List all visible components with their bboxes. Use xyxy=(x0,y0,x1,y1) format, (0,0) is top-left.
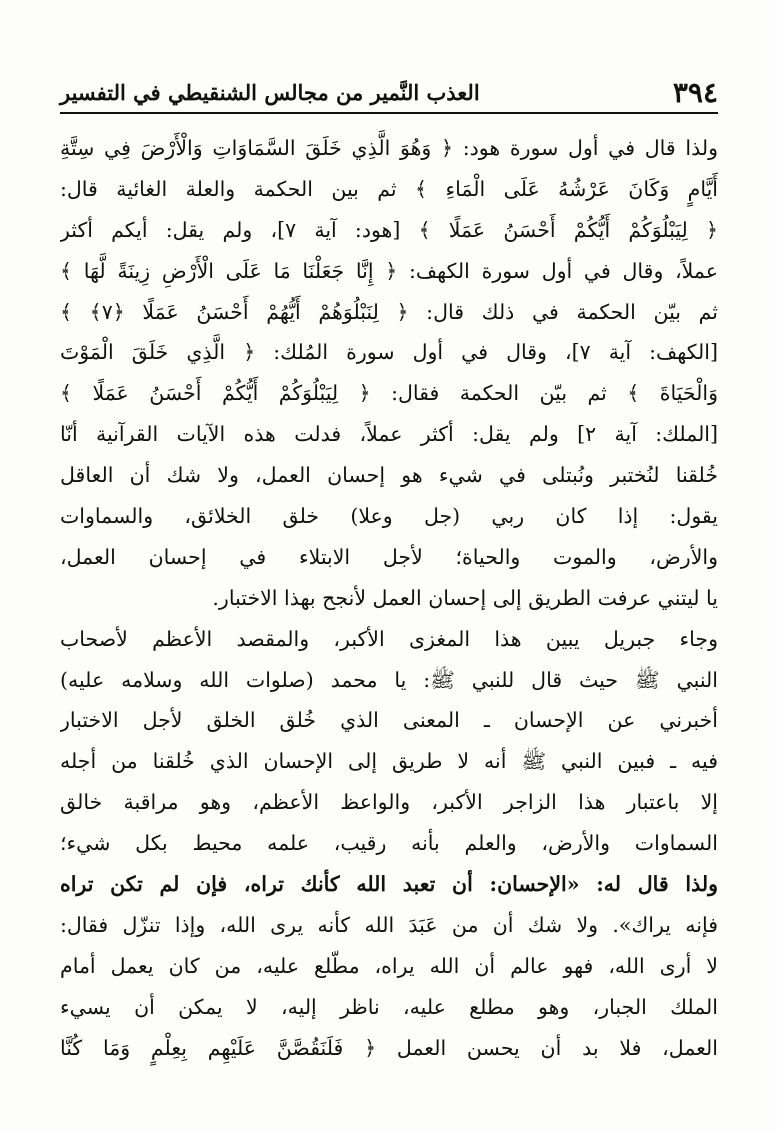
page-body xyxy=(60,128,718,1068)
page-number: ٣٩٤ xyxy=(672,75,718,109)
text-line: وجاء جبريل يبين هذا المغزى الأكبر، والمقصد الأعظم لأصحاب xyxy=(60,626,718,651)
text-line: فإنه يراك». ولا شك أن من عَبَدَ الله كأنه يرى الله، وإذا تنزّل فقال: xyxy=(60,912,718,937)
text-line: يقول: إذا كان ربي (جل وعلا) خلق الخلائق، والسماوات xyxy=(60,504,718,529)
text-line: [الكهف: آية ٧]، وقال في أول سورة المُلك: ﴿ الَّذِي خَلَقَ الْمَوْتَ xyxy=(60,340,718,365)
text-line: النبي ﷺ حيث قال للنبي ﷺ: يا محمد (صلوات الله وسلامه عليه) xyxy=(60,667,718,692)
text-line: ثم بيّن الحكمة في ذلك قال: ﴿ لِنَبْلُوَهُمْ أَيُّهُمْ أَحْسَنُ عَمَلًا ﴿٧﴾ ﴾ xyxy=(60,299,718,324)
text-line: وَالْحَيَاةَ ﴾ ثم بيّن الحكمة فقال: ﴿ لِيَبْلُوَكُمْ أَيُّكُمْ أَحْسَنُ عَمَلًا ﴾ xyxy=(60,381,718,406)
text-line: الملك الجبار، وهو مطلع عليه، ناظر إليه، لا يمكن أن يسيء xyxy=(60,994,718,1019)
hadith-line: ولذا قال له: «الإحسان: أن تعبد الله كأنك تراه، فإن لم تكن تراه xyxy=(60,872,718,897)
text-line: إلا باعتبار هذا الزاجر الأكبر، والواعظ الأعظم، وهو مراقبة خالق xyxy=(60,790,718,815)
text-line: ولذا قال في أول سورة هود: ﴿ وَهُوَ الَّذِي خَلَقَ السَّمَاوَاتِ وَالْأَرْضَ فِي سِتَّةِ xyxy=(60,136,718,160)
text-line: العمل، فلا بد أن يحسن العمل ﴿ فَلَنَقُصَّنَّ عَلَيْهِم بِعِلْمٍ وَمَا كُنَّا xyxy=(60,1035,718,1060)
text-line: ﴿ لِيَبْلُوَكُمْ أَيُّكُمْ أَحْسَنُ عَمَلًا ﴾ [هود: آية ٧]، ولم يقل: أيكم أكثر xyxy=(60,217,718,242)
text-line: والأرض، والموت والحياة؛ لأجل الابتلاء في إحسان العمل، xyxy=(60,544,718,569)
text-line: خُلقنا لنُختبر ونُبتلى في شيء هو إحسان العمل، ولا شك أن العاقل xyxy=(60,463,718,488)
text-line: فيه ـ فبين النبي ﷺ أنه لا طريق إلى الإحسان الذي خُلقنا من أجله xyxy=(60,749,718,774)
text-line: [الملك: آية ٢] ولم يقل: أكثر عملاً، فدلت هذه الآيات القرآنية أنّا xyxy=(60,422,718,447)
text-line: عملاً، وقال في أول سورة الكهف: ﴿ إِنَّا جَعَلْنَا مَا عَلَى الْأَرْضِ زِينَةً لَّهَا ﴾ xyxy=(60,258,718,283)
text-line: أخبرني عن الإحسان ـ المعنى الذي خُلق الخلق لأجل الاختبار xyxy=(60,708,718,733)
running-title: العذب النَّمير من مجالس الشنقيطي في التفسير xyxy=(60,79,480,105)
text-line: لا أرى الله، فهو عالم أن الله يراه، مطّلع عليه، من كان يعمل أمام xyxy=(60,953,718,978)
text-line: السماوات والأرض، والعلم بأنه رقيب، علمه محيط بكل شيء؛ xyxy=(60,831,718,856)
text-line: أَيَّامٍ وَكَانَ عَرْشُهُ عَلَى الْمَاءِ ﴾ ثم بين الحكمة والعلة الغائية قال: xyxy=(60,176,718,201)
page-header xyxy=(60,72,718,114)
text-line: يا ليتني عرفت الطريق إلى إحسان العمل لأنجح بهذا الاختبار. xyxy=(212,585,718,610)
